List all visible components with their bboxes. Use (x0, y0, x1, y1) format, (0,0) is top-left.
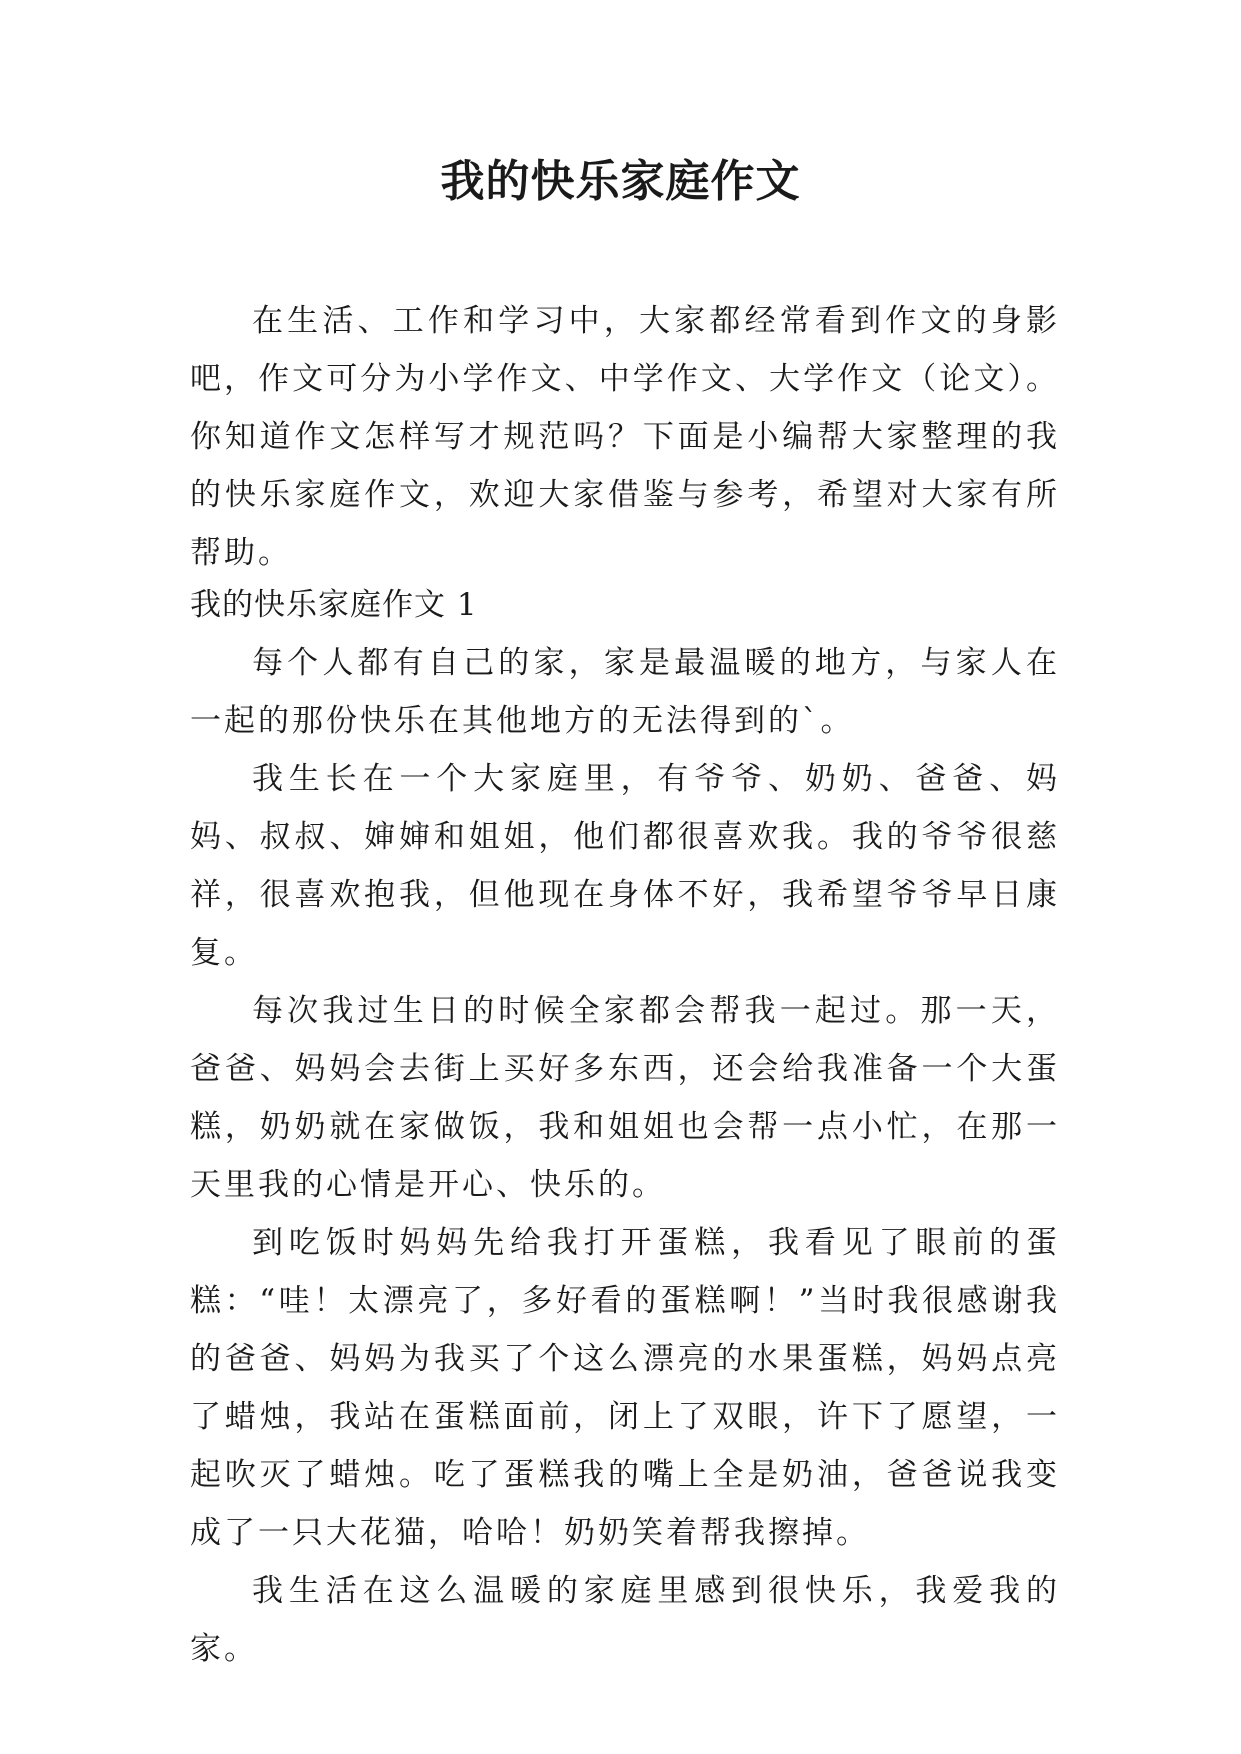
paragraph: 我生长在一个大家庭里，有爷爷、奶奶、爸爸、妈妈、叔叔、婶婶和姐姐，他们都很喜欢我。我的爷爷很慈祥，很喜欢抱我，但他现在身体不好，我希望爷爷早日康复。 (190, 761, 1060, 971)
paragraph: 我生活在这么温暖的家庭里感到很快乐，我爱我的家。 (190, 1573, 1060, 1667)
essay-section (190, 576, 1060, 1678)
intro-paragraph: 在生活、工作和学习中，大家都经常看到作文的身影吧，作文可分为小学作文、中学作文、大学作文（论文）。你知道作文怎样写才规范吗？下面是小编帮大家整理的我的快乐家庭作文，欢迎大家借鉴与参考，希望对大家有所帮助。 (190, 303, 1060, 571)
paragraph: 每次我过生日的时候全家都会帮我一起过。那一天，爸爸、妈妈会去街上买好多东西，还会给我准备一个大蛋糕，奶奶就在家做饭，我和姐姐也会帮一点小忙，在那一天里我的心情是开心、快乐的。 (190, 993, 1060, 1203)
paragraph: 到吃饭时妈妈先给我打开蛋糕，我看见了眼前的蛋糕：“哇！太漂亮了，多好看的蛋糕啊！”当时我很感谢我的爸爸、妈妈为我买了个这么漂亮的水果蛋糕，妈妈点亮了蜡烛，我站在蛋糕面前，闭上了双眼，许下了愿望，一起吹灭了蜡烛。吃了蛋糕我的嘴上全是奶油，爸爸说我变成了一只大花猫，哈哈！奶奶笑着帮我擦掉。 (190, 1225, 1060, 1551)
document-title: 我的快乐家庭作文 (440, 156, 801, 207)
paragraph: 每个人都有自己的家，家是最温暖的地方，与家人在一起的那份快乐在其他地方的无法得到的`。 (190, 645, 1060, 739)
section-heading: 我的快乐家庭作文 1 (190, 587, 478, 623)
intro-block (190, 292, 1060, 582)
